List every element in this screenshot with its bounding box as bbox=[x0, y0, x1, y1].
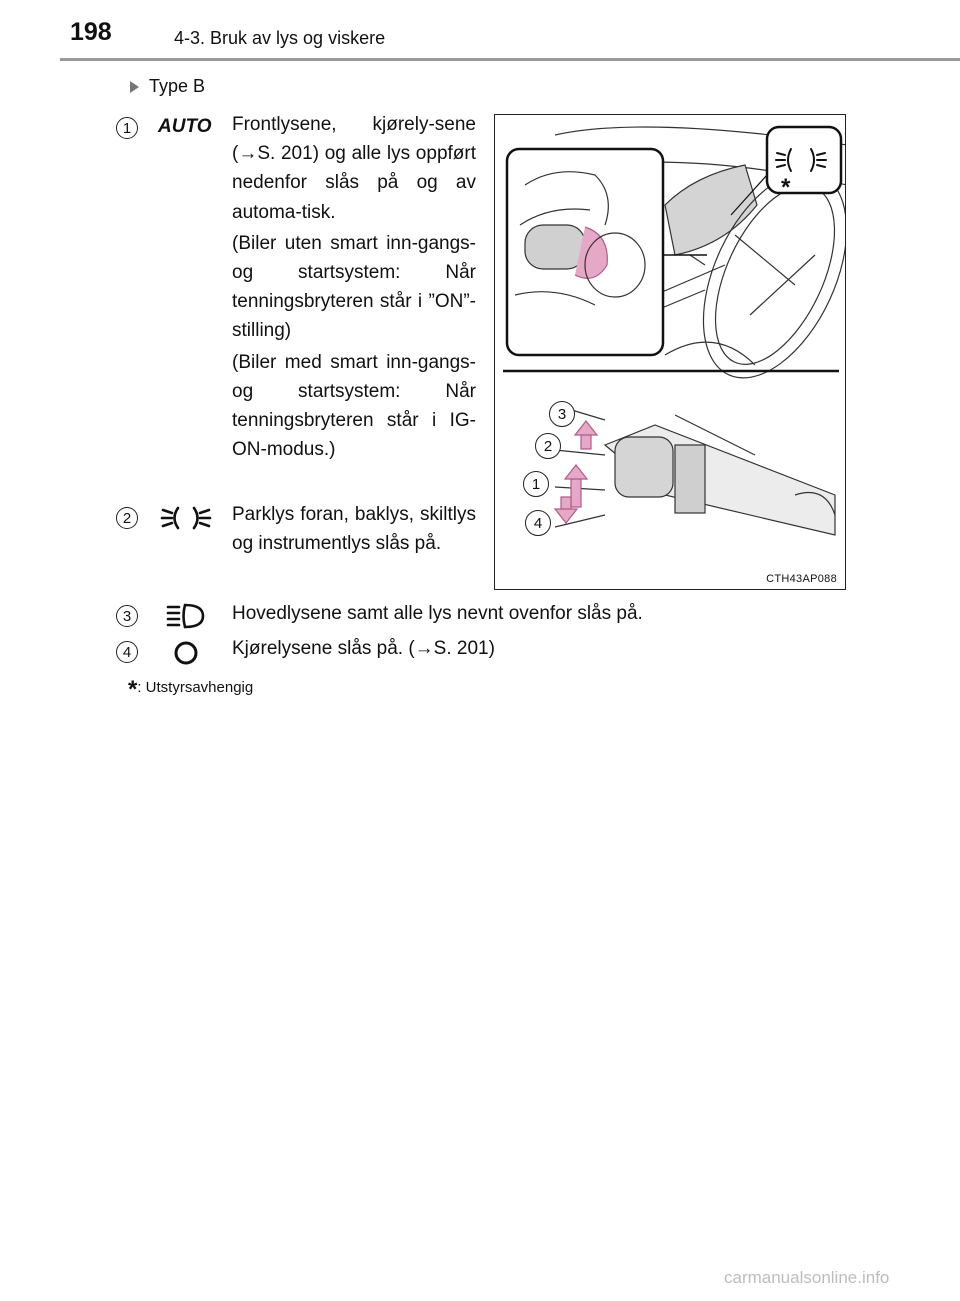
triangle-bullet-icon bbox=[130, 81, 139, 93]
watermark: carmanualsonline.info bbox=[724, 1268, 890, 1287]
figure-position-1: 1 bbox=[523, 471, 549, 497]
footnote-star: * bbox=[128, 676, 138, 703]
item-1-number: 1 bbox=[116, 117, 138, 139]
item-2-description bbox=[232, 500, 476, 558]
item-1-paragraph-2: (Biler uten smart inn-gangs- og startsystem: Når tenningsbryteren står i ”ON”-stilling) bbox=[232, 232, 476, 342]
auto-icon: AUTO bbox=[158, 116, 212, 137]
item-1-paragraph-1: Frontlysene, kjørely-sene (→S. 201) og alle lys oppført nedenfor slås på og av automa-tisk. bbox=[232, 114, 476, 223]
footnote-text: : Utstyrsavhengig bbox=[137, 679, 254, 696]
figure-code: CTH43AP088 bbox=[766, 573, 837, 585]
figure-asterisk: * bbox=[781, 174, 791, 201]
figure-position-2: 2 bbox=[535, 433, 561, 459]
parking-light-icon bbox=[160, 504, 212, 532]
item-2-paragraph-1: Parklys foran, baklys, skiltlys og instrumentlys slås på. bbox=[232, 504, 476, 555]
daytime-running-light-icon bbox=[172, 639, 200, 667]
headlight-icon bbox=[166, 602, 206, 630]
footnote bbox=[128, 676, 253, 704]
item-3-description: Hovedlysene samt alle lys nevnt ovenfor slås på. bbox=[232, 603, 643, 624]
item-3-number: 3 bbox=[116, 605, 138, 627]
type-label bbox=[130, 76, 205, 97]
type-label-text: Type B bbox=[149, 76, 206, 96]
item-4-number: 4 bbox=[116, 641, 138, 663]
figure-position-3: 3 bbox=[549, 401, 575, 427]
item-1-paragraph-3: (Biler med smart inn-gangs- og startsystem: Når tenningsbryteren står i IG-ON-modus.) bbox=[232, 351, 476, 461]
item-1-description bbox=[232, 110, 476, 464]
figure-position-4: 4 bbox=[525, 510, 551, 536]
item-4-description: Kjørelysene slås på. (→S. 201) bbox=[232, 638, 495, 659]
item-2-number: 2 bbox=[116, 507, 138, 529]
section-title: 4-3. Bruk av lys og viskere bbox=[174, 28, 386, 48]
header-rule bbox=[60, 58, 960, 61]
page-number: 198 bbox=[70, 18, 112, 46]
illustration-figure bbox=[494, 114, 846, 590]
